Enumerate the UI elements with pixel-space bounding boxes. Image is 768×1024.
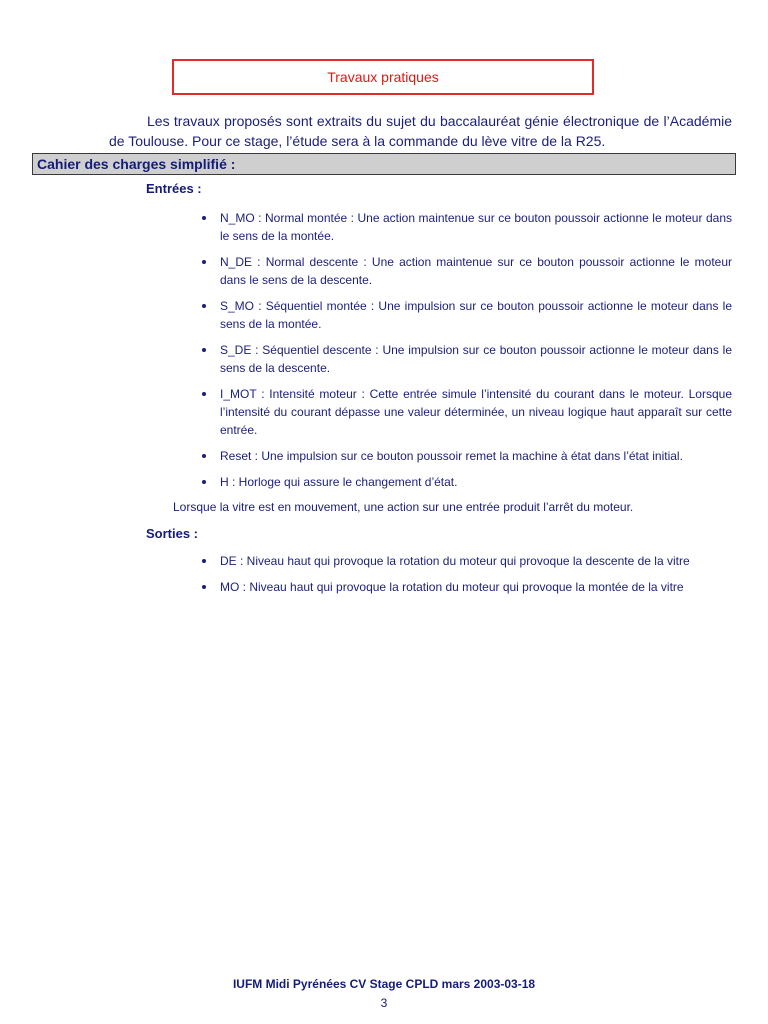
- list-item: DE : Niveau haut qui provoque la rotation du moteur qui provoque la descente de la vitre: [200, 552, 732, 570]
- list-item: S_DE : Séquentiel descente : Une impulsion sur ce bouton poussoir actionne le moteur dans le sens de la descente.: [200, 341, 732, 377]
- page-number: 3: [380, 996, 388, 1010]
- list-item: MO : Niveau haut qui provoque la rotation du moteur qui provoque la montée de la vitre: [200, 578, 732, 596]
- intro-paragraph: [109, 111, 732, 151]
- list-item: S_MO : Séquentiel montée : Une impulsion sur ce bouton poussoir actionne le moteur dans le sens de la montée.: [200, 297, 732, 333]
- outputs-heading: Sorties :: [146, 526, 199, 541]
- list-item: N_MO : Normal montée : Une action maintenue sur ce bouton poussoir actionne le moteur dans le sens de la montée.: [200, 209, 732, 245]
- section-heading: Cahier des charges simplifié :: [37, 156, 236, 172]
- page-title: Travaux pratiques: [327, 69, 439, 85]
- list-item: Reset : Une impulsion sur ce bouton poussoir remet la machine à état dans l’état initial.: [200, 447, 732, 465]
- list-item: I_MOT : Intensité moteur : Cette entrée simule l’intensité du courant dans le moteur. Lorsque l’intensité du courant dépasse une valeur déterminée, un niveau logique haut apparaît sur cette entrée.: [200, 385, 732, 439]
- title-box: [172, 59, 594, 95]
- inputs-list: [200, 209, 732, 491]
- section-heading-bar: [32, 153, 736, 175]
- footer-text: IUFM Midi Pyrénées CV Stage CPLD mars 2003-03-18: [232, 977, 536, 991]
- intro-text: Les travaux proposés sont extraits du sujet du baccalauréat génie électronique de l’Académie de Toulouse. Pour ce stage, l’étude sera à la commande du lève vitre de la R25.: [109, 113, 732, 149]
- list-item: N_DE : Normal descente : Une action maintenue sur ce bouton poussoir actionne le moteur dans le sens de la descente.: [200, 253, 732, 289]
- inputs-heading: Entrées :: [146, 181, 202, 196]
- list-item: H : Horloge qui assure le changement d’état.: [200, 473, 732, 491]
- outputs-list: [200, 552, 732, 596]
- note-text: Lorsque la vitre est en mouvement, une action sur une entrée produit l’arrêt du moteur.: [173, 500, 634, 514]
